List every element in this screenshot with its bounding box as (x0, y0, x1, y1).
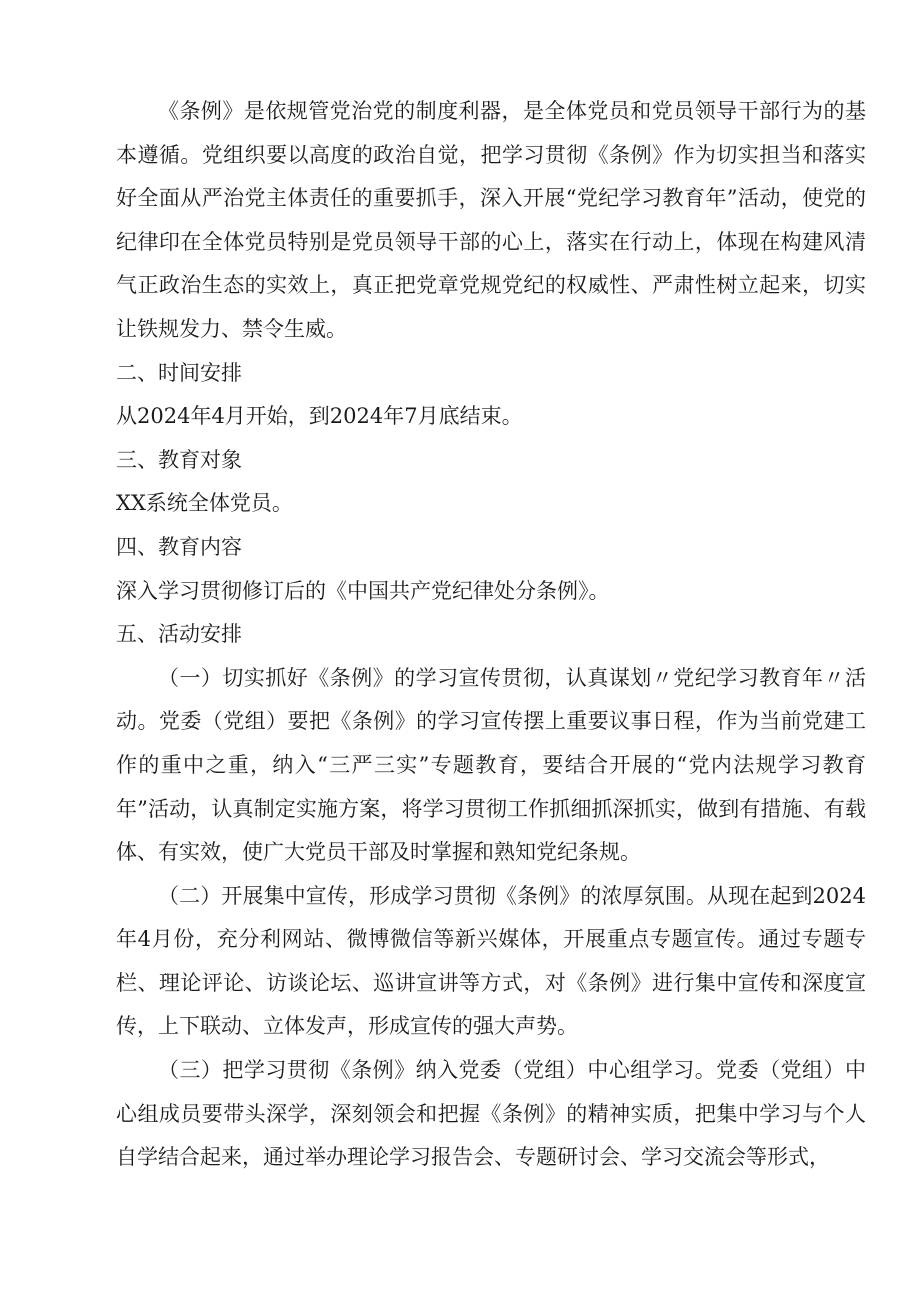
activity-item-2: （二）开展集中宣传，形成学习贯彻《条例》的浓厚氛围。从现在起到2024年4月份，充分利网站、微博微信等新兴媒体，开展重点专题宣传。通过专题专栏、理论评论、访谈论坛、巡讲宣讲等方式，对《条例》进行集中宣传和深度宣传，上下联动、立体发声，形成宣传的强大声势。 (116, 883, 866, 1039)
document-body (116, 90, 866, 1180)
intro-paragraph: 《条例》是依规管党治党的制度利器，是全体党员和党员领导干部行为的基本遵循。党组织要以高度的政治自觉，把学习贯彻《条例》作为切实担当和落实好全面从严治党主体责任的重要抓手，深入开展“党纪学习教育年”活动，使党的纪律印在全体党员特别是党员领导干部的心上，落实在行动上，体现在构建风清气正政治生态的实效上，真正把党章党规党纪的权威性、严肃性树立起来，切实让铁规发力、禁令生威。 (116, 99, 866, 341)
section-heading-content: 四、教育内容 (116, 534, 242, 559)
audience-text: XX系统全体党员。 (116, 491, 293, 516)
section-heading-activities: 五、活动安排 (116, 622, 242, 647)
content-text: 深入学习贯彻修订后的《中国共产党纪律处分条例》。 (116, 578, 610, 603)
section-heading-audience: 三、教育对象 (116, 447, 242, 472)
schedule-text: 从2024年4月开始，到2024年7月底结束。 (116, 404, 523, 429)
activity-item-3: （三）把学习贯彻《条例》纳入党委（党组）中心组学习。党委（党组）中心组成员要带头深学，深刻领会和把握《条例》的精神实质，把集中学习与个人自学结合起来，通过举办理论学习报告会、专题研讨会、学习交流会等形式， (116, 1058, 866, 1170)
section-heading-schedule: 二、时间安排 (116, 360, 242, 385)
activity-item-1: （一）切实抓好《条例》的学习宣传贯彻，认真谋划〃党纪学习教育年〃活动。党委（党组）要把《条例》的学习宣传摆上重要议事日程，作为当前党建工作的重中之重，纳入“三严三实”专题教育，要结合开展的“党内法规学习教育年”活动，认真制定实施方案，将学习贯彻工作抓细抓深抓实，做到有措施、有载体、有实效，使广大党员干部及时掌握和熟知党纪条规。 (116, 665, 866, 865)
